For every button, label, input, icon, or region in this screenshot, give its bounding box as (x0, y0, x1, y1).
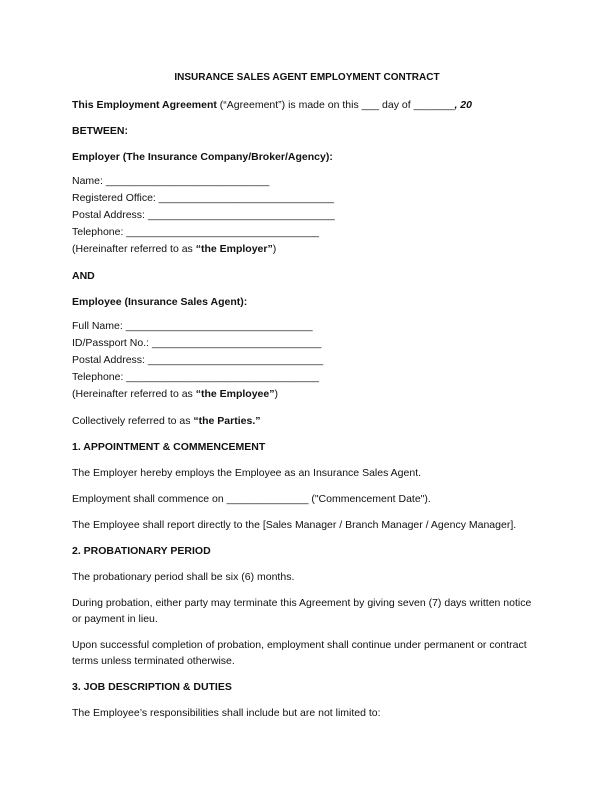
employee-postal-blank[interactable]: ______________________________ (147, 354, 324, 366)
employer-name-label: Name: (72, 175, 106, 187)
employee-ref-suffix: ) (274, 388, 278, 400)
employee-fullname-label: Full Name: (72, 320, 126, 332)
employee-fullname-blank[interactable]: ________________________________ (125, 320, 313, 332)
and-label: AND (72, 270, 95, 282)
document-content (72, 72, 542, 721)
employer-postal-label: Postal Address: (72, 209, 148, 221)
intro-year: , 20 (454, 99, 472, 111)
employee-id-field (72, 335, 542, 352)
section-1-paragraph-2: Employment shall commence on ______________ ("Commencement Date"). (72, 493, 431, 505)
employee-fields (72, 318, 542, 403)
employer-ref-prefix: (Hereinafter referred to as (72, 243, 196, 255)
employer-name-blank[interactable]: ____________________________ (105, 175, 270, 187)
employee-fullname-field (72, 318, 542, 335)
employer-telephone-label: Telephone: (72, 226, 127, 238)
section-2-paragraph-3: Upon successful completion of probation, employment shall continue under permanent or contract terms unless terminated otherwise. (72, 639, 527, 667)
employer-fields (72, 173, 542, 258)
employee-telephone-label: Telephone: (72, 371, 127, 383)
collective-prefix: Collectively referred to as (72, 415, 194, 427)
employer-reference (72, 241, 542, 258)
section-2-heading: 2. PROBATIONARY PERIOD (72, 545, 211, 557)
employer-office-field (72, 190, 542, 207)
employee-reference (72, 386, 542, 403)
employer-office-blank[interactable]: ______________________________ (158, 192, 334, 204)
employee-postal-field (72, 352, 542, 369)
employer-postal-field (72, 207, 542, 224)
section-3-heading: 3. JOB DESCRIPTION & DUTIES (72, 681, 232, 693)
employer-ref-bold: “the Employer” (195, 243, 273, 255)
employer-postal-blank[interactable]: ________________________________ (147, 209, 335, 221)
intro-lead: This Employment Agreement (72, 99, 217, 111)
employer-heading: Employer (The Insurance Company/Broker/Agency): (72, 151, 333, 163)
employee-id-blank[interactable]: _____________________________ (151, 337, 322, 349)
section-1-paragraph-3: The Employee shall report directly to the [Sales Manager / Branch Manager / Agency Manager]. (72, 519, 517, 531)
section-3-paragraph-1: The Employee’s responsibilities shall include but are not limited to: (72, 707, 381, 719)
section-1-paragraph-1: The Employer hereby employs the Employee as an Insurance Sales Agent. (72, 467, 422, 479)
document-title: INSURANCE SALES AGENT EMPLOYMENT CONTRACT (174, 72, 440, 83)
between-label: BETWEEN: (72, 125, 128, 137)
intro-text: (“Agreement”) is made on this ___ day of _______ (216, 99, 455, 111)
intro-paragraph (72, 97, 542, 113)
employer-ref-suffix: ) (272, 243, 277, 255)
employee-heading: Employee (Insurance Sales Agent): (72, 296, 248, 308)
employer-telephone-blank[interactable]: _________________________________ (126, 226, 320, 238)
section-1-heading: 1. APPOINTMENT & COMMENCEMENT (72, 441, 266, 453)
employee-telephone-blank[interactable]: _________________________________ (126, 371, 320, 383)
employer-name-field (72, 173, 542, 190)
employee-ref-prefix: (Hereinafter referred to as (72, 388, 196, 400)
collective-reference (72, 413, 542, 429)
section-2-paragraph-1: The probationary period shall be six (6) months. (72, 571, 295, 583)
employee-id-label: ID/Passport No.: (72, 337, 152, 349)
employee-ref-bold: “the Employee” (195, 388, 275, 400)
employer-office-label: Registered Office: (72, 192, 159, 204)
employee-telephone-field (72, 369, 542, 386)
employee-postal-label: Postal Address: (72, 354, 148, 366)
employer-telephone-field (72, 224, 542, 241)
section-2-paragraph-2: During probation, either party may terminate this Agreement by giving seven (7) days written notice or payment in lieu. (72, 597, 532, 625)
collective-bold: “the Parties.” (193, 415, 261, 427)
